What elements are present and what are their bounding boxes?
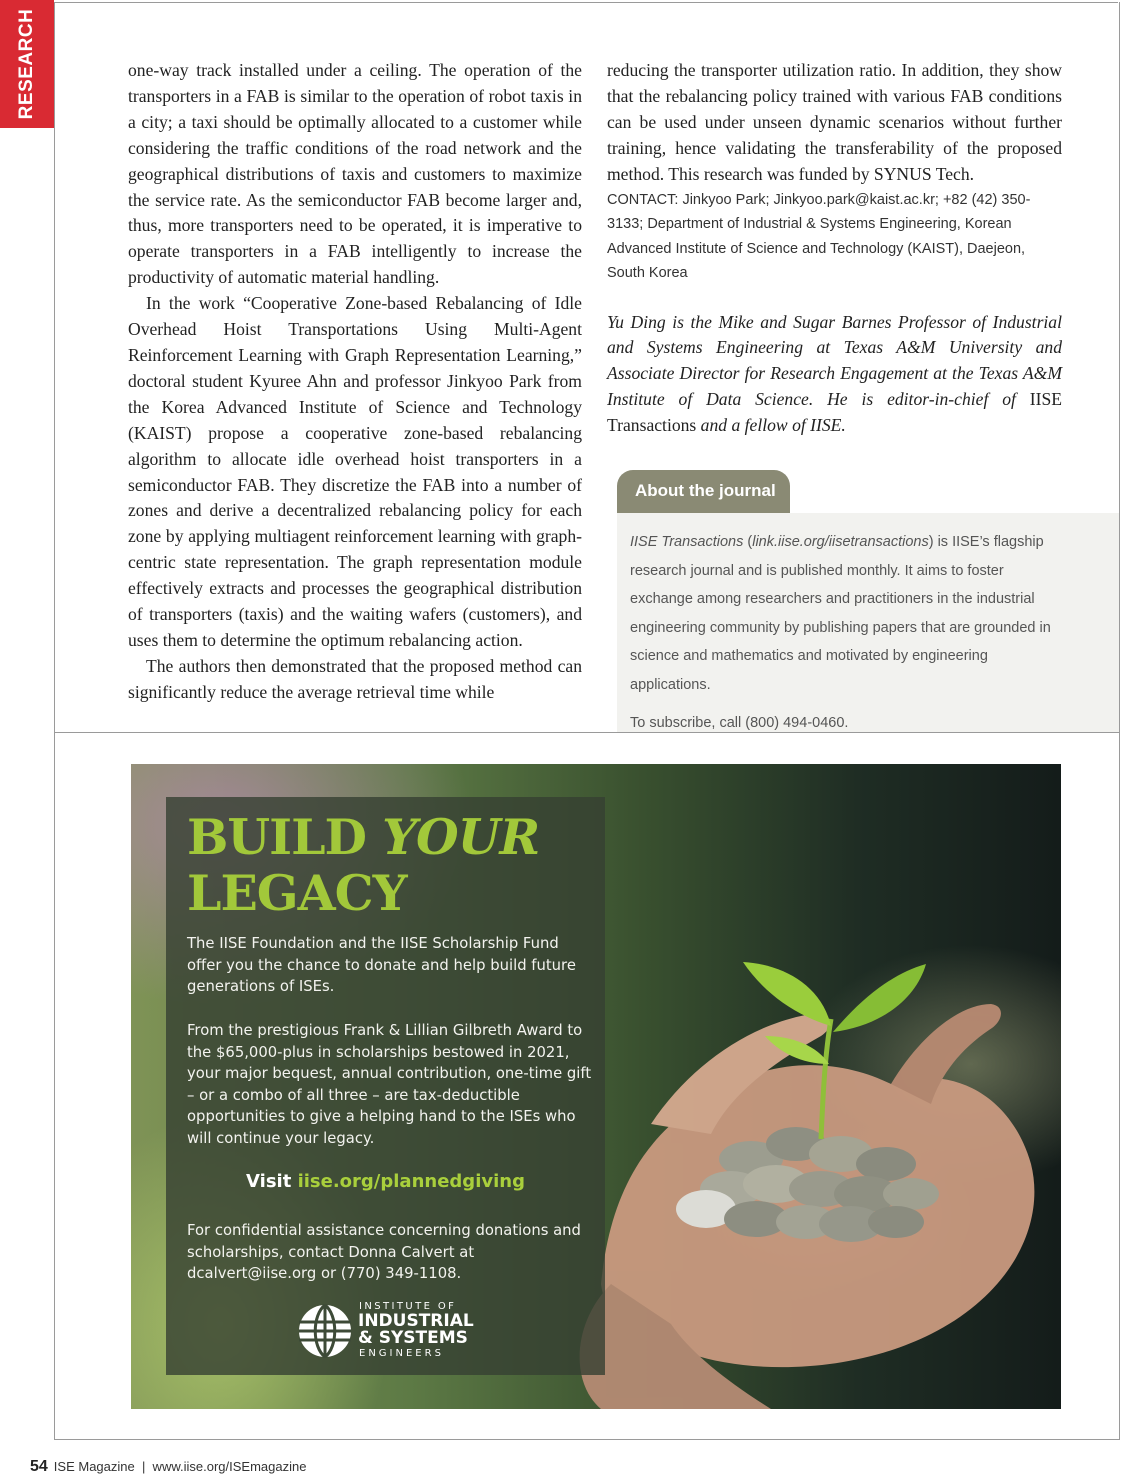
article-right-column — [607, 58, 1062, 439]
iise-logo — [297, 1299, 477, 1361]
legacy-details: From the prestigious Frank & Lillian Gilbreth Award to the $65,000-plus in scholarships bestowed in 2021, your major bequest, annual contribution, one-time gift – or a combo of all three – are tax-deductible opportunities to give a helping hand to the ISEs who will continue your legacy. — [187, 1022, 592, 1147]
headline-legacy: LEGACY — [187, 864, 407, 922]
headline-your: YOUR — [382, 808, 540, 866]
about-journal-text — [630, 528, 1070, 738]
legacy-text-panel — [166, 797, 605, 1375]
bio-text-end: and a fellow of IISE. — [696, 415, 846, 436]
section-tab — [0, 0, 54, 128]
legacy-intro: The IISE Foundation and the IISE Scholarship Fund offer you the chance to donate and help build future generations of ISEs. — [187, 935, 576, 996]
visit-label: Visit — [246, 1171, 298, 1192]
logo-line-1: INSTITUTE OF — [359, 1301, 457, 1312]
page-frame-bottom — [54, 1439, 1120, 1440]
article-paragraph: In the work “Cooperative Zone-based Rebalancing of Idle Overhead Hoist Transportations Using Multi-Agent Reinforcement Learning with Graph Representation Learning,” doctoral student Kyuree Ahn and professor Jinkyoo Park from the Korea Advanced Institute of Science and Technology (KAIST) propose a cooperative zone-based rebalancing algorithm to allocate idle overhead hoist transporters in a semiconductor FAB. They discretize the FAB into a number of zones and derive a decentralized rebalancing policy for each zone by applying multiagent reinforcement learning with graph-centric state representation. The graph representation module effectively extracts and processes the geographical distribution of transporters (taxis) and the waiting wafers (customers), and uses them to determine the optimum rebalancing action. — [128, 293, 582, 650]
about-description-text: ) is IISE’s flagship research journal and is published monthly. It aims to foster exchange among researchers and practitioners in the industrial engineering community by publishing papers that are grounded in science and mathematics and motivated by engineering applications. — [630, 534, 1051, 693]
about-description — [630, 528, 1070, 699]
headline-build: BUILD — [187, 808, 383, 866]
planned-giving-link[interactable]: iise.org/plannedgiving — [297, 1171, 525, 1192]
article-paragraph: The authors then demonstrated that the proposed method can significantly reduce the average retrieval time while — [128, 655, 582, 702]
about-journal-heading: About the journal — [635, 481, 776, 500]
subscribe-info: To subscribe, call (800) 494-0460. — [630, 715, 849, 731]
page-number: 54 — [30, 1458, 48, 1475]
visit-line — [166, 1171, 605, 1192]
about-journal-name: IISE Transactions — [630, 534, 744, 550]
legacy-headline — [187, 809, 539, 921]
contact-info: CONTACT: Jinkyoo Park; Jinkyoo.park@kaist.ac.kr; +82 (42) 350-3133; Department of Industrial & Systems Engineering, Korean Advanced Institute of Science and Technology (KAIST), Daejeon, South Korea — [607, 191, 1031, 282]
globe-icon — [297, 1303, 353, 1359]
journal-link[interactable]: link.iise.org/iisetransactions — [752, 534, 929, 550]
page-frame-top — [54, 2, 1118, 3]
author-bio — [607, 310, 1062, 440]
page-frame-left — [54, 2, 55, 1439]
logo-line-2: INDUSTRIAL — [358, 1311, 474, 1331]
about-paren: ( — [743, 534, 753, 550]
bio-text: Yu Ding is the Mike and Sugar Barnes Professor of Industrial and Systems Engineering at Texas A&M University and Associate Director for Research Engagement at the Texas A&M Institute of Data Science. He is editor-in-chief of — [607, 311, 1062, 410]
footer-text: ISE Magazine | www.iise.org/ISEmagazine — [53, 1459, 307, 1474]
page-frame-right — [1119, 2, 1120, 1439]
article-paragraph: one-way track installed under a ceiling. The operation of the transporters in a FAB is similar to the operation of robot taxis in a city; a taxi should be optimally allocated to a customer while considering the traffic conditions of the road network and the geographical distributions of taxis and customers to maximize the service rate. As the semiconductor FAB become larger and, thus, more transporters need to be operated, it is imperative to operate transporters in a FAB intelligently to increase the productivity of automatic material handling. — [128, 60, 582, 288]
logo-line-3: & SYSTEMS — [358, 1328, 468, 1348]
about-journal-tab — [617, 470, 790, 513]
article-paragraph: reducing the transporter utilization ratio. In addition, they show that the rebalancing policy trained with various FAB conditions can be used under unseen dynamic scenarios without further training, hence validating the transferability of the proposed method. This research was funded by SYNUS Tech. — [607, 60, 1062, 184]
page-footer — [30, 1458, 306, 1476]
logo-line-4: ENGINEERS — [359, 1348, 444, 1359]
legacy-advertisement — [131, 764, 1061, 1409]
article-left-column — [128, 58, 582, 706]
section-label: RESEARCH — [16, 8, 37, 120]
legacy-contact: For confidential assistance concerning donations and scholarships, contact Donna Calvert at dcalvert@iise.org or (770) 349-1108. — [187, 1222, 581, 1283]
bio-journal-name: IISE Transactions — [607, 389, 1062, 436]
